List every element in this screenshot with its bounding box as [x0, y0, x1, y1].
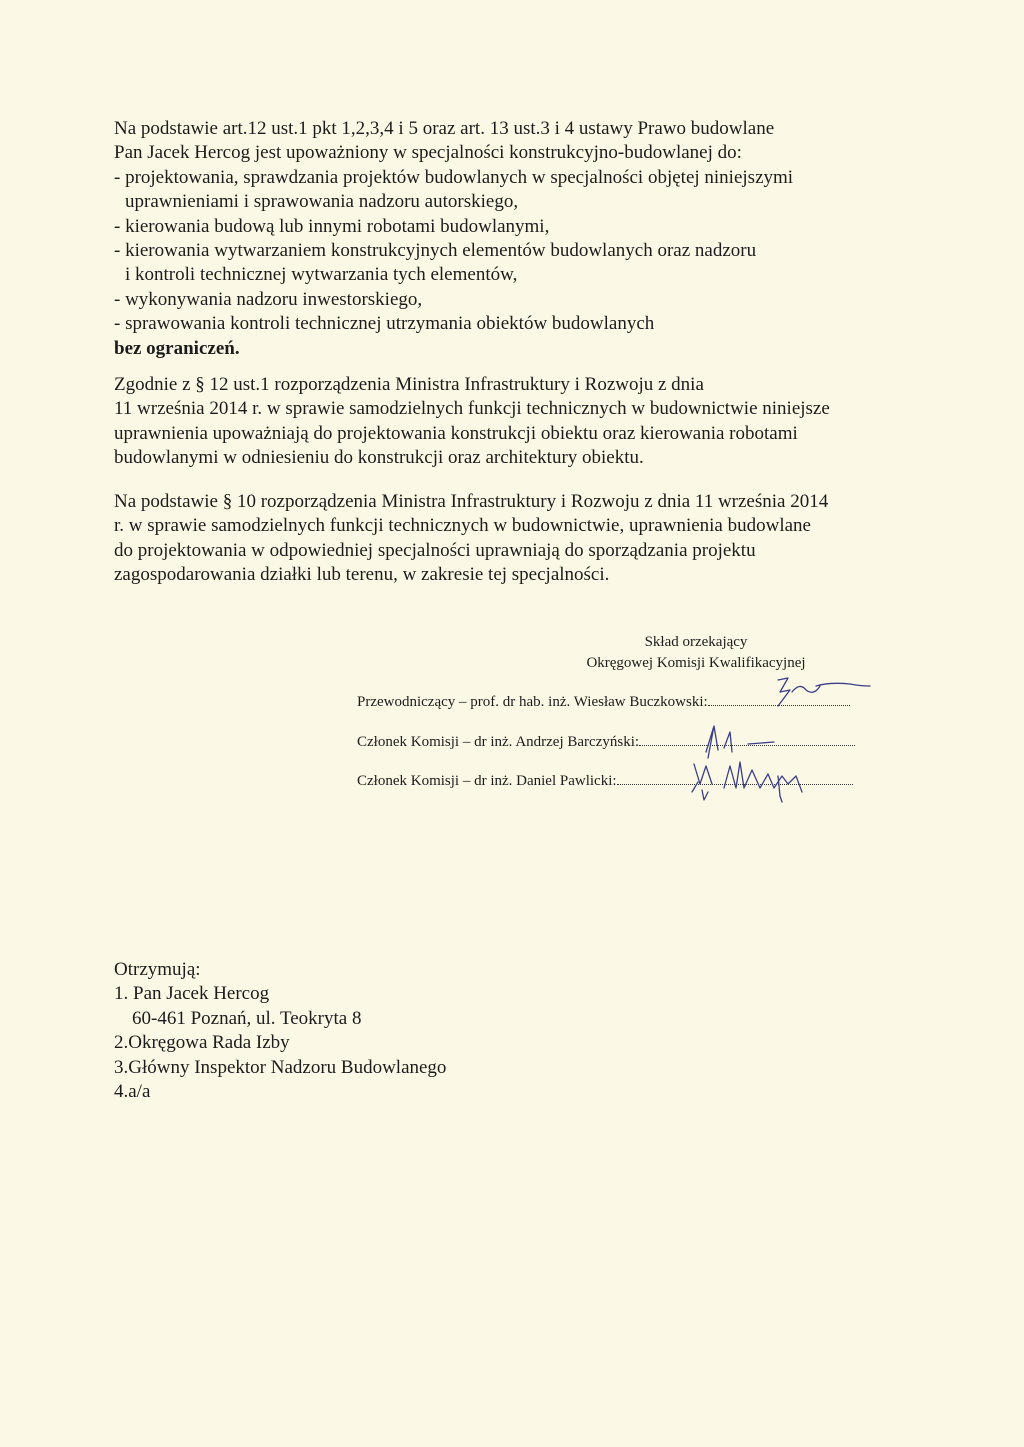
committee-name: Okręgowej Komisji Kwalifikacyjnej	[586, 655, 806, 671]
scope-item: - projektowania, sprawdzania projektów budowlanych w specjalności objętej niniejszymi	[114, 166, 794, 188]
recipient-item: 3.Główny Inspektor Nadzoru Budowlanego	[114, 1056, 447, 1078]
no-restrictions-text: bez ograniczeń.	[114, 337, 240, 359]
recipient-item: 4.a/a	[114, 1081, 151, 1103]
paragraph-line: Zgodnie z § 12 ust.1 rozporządzenia Ministra Infrastruktury i Rozwoju z dnia	[114, 374, 704, 395]
scope-item: - kierowania budową lub innymi robotami budowlanymi,	[114, 215, 550, 237]
signatory-name: Członek Komisji – dr inż. Andrzej Barczyński:	[357, 734, 640, 750]
recipients-title: Otrzymują:	[114, 959, 201, 980]
paragraph-line: zagospodarowania działki lub terenu, w zakresie tej specjalności.	[114, 564, 610, 586]
recipients-list	[114, 958, 446, 1104]
recipient-address: 60-461 Poznań, ul. Teokryta 8	[132, 1007, 362, 1029]
authorization-paragraph	[114, 117, 896, 361]
recipient-item: 2.Okręgowa Rada Izby	[114, 1032, 290, 1054]
committee-header	[500, 632, 892, 674]
member-signature-icon	[678, 722, 838, 812]
scope-item-continued: i kontroli technicznej wytwarzania tych elementów,	[125, 264, 518, 286]
paragraph-line: do projektowania w odpowiedniej specjalności uprawniają do sporządzania projektu	[114, 539, 756, 561]
paragraph-line: budowlanymi w odniesieniu do konstrukcji oraz architektury obiektu.	[114, 447, 644, 469]
paragraph-line: Na podstawie § 10 rozporządzenia Ministra Infrastruktury i Rozwoju z dnia 11 września 2014	[114, 491, 829, 512]
holder-line: Pan Jacek Hercog jest upoważniony w specjalności konstrukcyjno-budowlanej do:	[114, 142, 742, 164]
recipient-item: 1. Pan Jacek Hercog	[114, 983, 270, 1005]
paragraph-line: uprawnienia upoważniają do projektowania konstrukcji obiektu oraz kierowania robotami	[114, 422, 798, 444]
signatory-name: Przewodniczący – prof. dr hab. inż. Wiesław Buczkowski:	[357, 694, 708, 710]
scope-item-continued: uprawnieniami i sprawowania nadzoru autorskiego,	[125, 191, 519, 213]
committee-title: Skład orzekający	[644, 634, 748, 650]
signatory-name: Członek Komisji – dr inż. Daniel Pawlicki:	[357, 773, 617, 789]
scope-item: - sprawowania kontroli technicznej utrzymania obiektów budowlanych	[114, 313, 655, 335]
scope-item: - kierowania wytwarzaniem konstrukcyjnych elementów budowlanych oraz nadzoru	[114, 240, 757, 262]
scope-item: - wykonywania nadzoru inwestorskiego,	[114, 288, 423, 310]
chairman-signature-icon	[770, 672, 880, 712]
regulation-paragraph-10	[114, 490, 896, 588]
paragraph-line: 11 września 2014 r. w sprawie samodzielnych funkcji technicznych w budownictwie niniejsze	[114, 398, 830, 420]
regulation-paragraph-12	[114, 373, 896, 471]
paragraph-line: r. w sprawie samodzielnych funkcji technicznych w budownictwie, uprawnienia budowlane	[114, 515, 811, 537]
legal-basis-line: Na podstawie art.12 ust.1 pkt 1,2,3,4 i 5 oraz art. 13 ust.3 i 4 ustawy Prawo budowlane	[114, 118, 775, 139]
